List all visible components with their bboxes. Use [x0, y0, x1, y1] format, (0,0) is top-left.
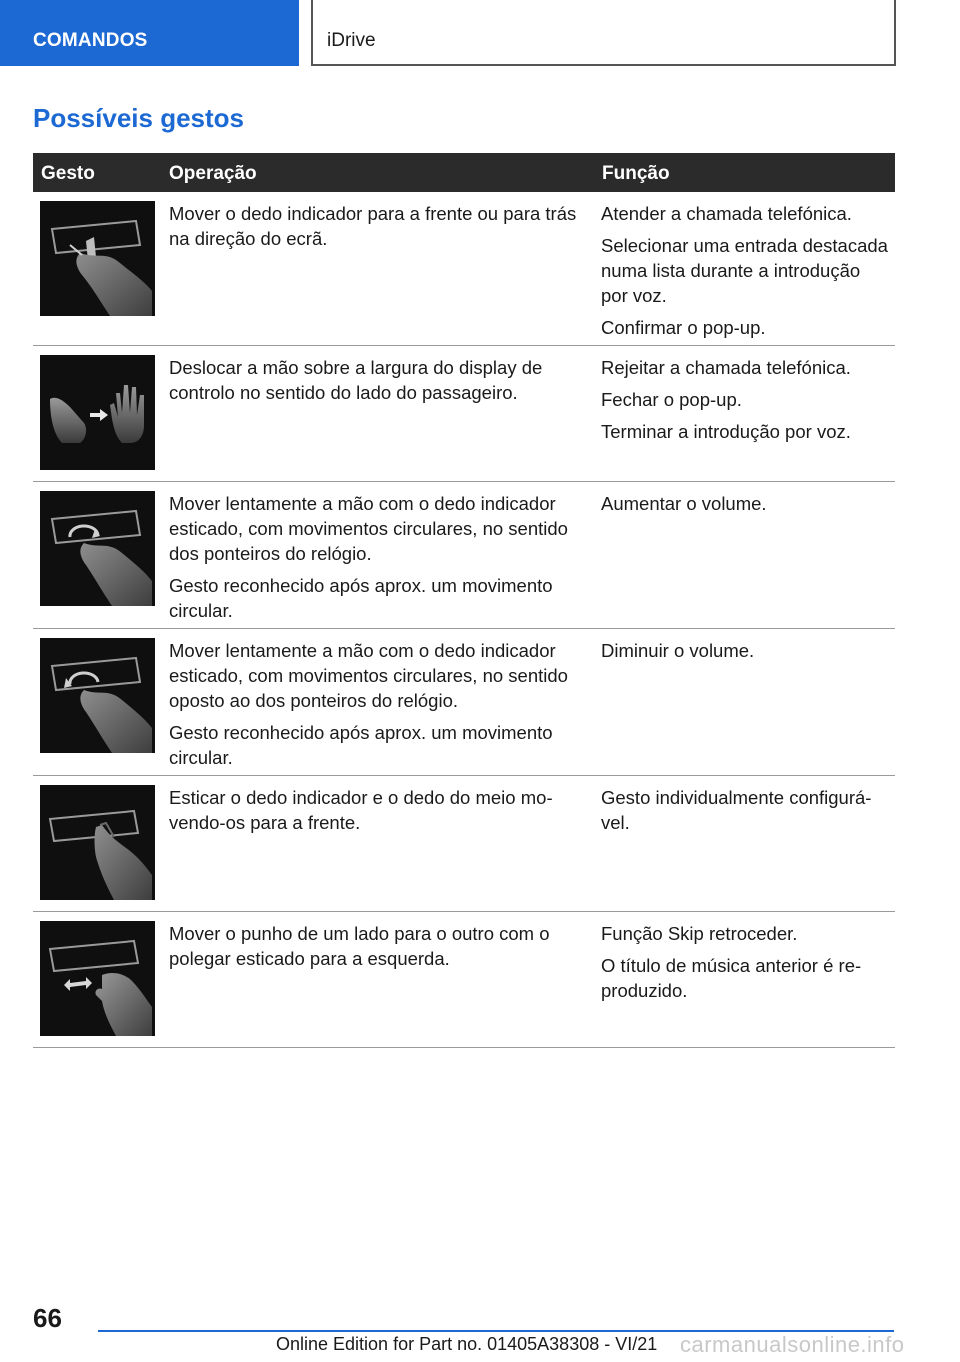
operation-cell [169, 491, 589, 630]
operation-cell [169, 785, 589, 842]
finger-circle-clockwise-icon [40, 491, 155, 606]
table-row [33, 912, 895, 1048]
section-tab [0, 0, 299, 66]
operation-text: Mover lentamente a mão com o dedo indicador esticado, com movimentos circulares, no sentido oposto ao dos ponteiros do relógio. [169, 640, 568, 711]
table-row [33, 482, 895, 629]
function-cell [601, 491, 891, 523]
function-cell [601, 785, 891, 842]
operation-text: Mover o punho de um lado para o outro com o polegar esticado para a esquerda. [169, 923, 550, 969]
column-header-operation: Operação [169, 163, 257, 184]
function-text: Gesto individualmente configurável. [601, 787, 872, 833]
column-header-gesture: Gesto [41, 163, 95, 184]
operation-text: Mover lentamente a mão com o dedo indicador esticado, com movimentos circulares, no sentido dos ponteiros do relógio. [169, 493, 568, 564]
function-cell [601, 201, 891, 347]
function-text: Diminuir o volume. [601, 640, 755, 661]
fist-thumb-swipe-icon [40, 921, 155, 1036]
column-header-function: Função [602, 163, 670, 184]
function-cell [601, 921, 891, 1010]
finger-circle-counterclockwise-icon [40, 638, 155, 753]
function-text: Fechar o pop-up. [601, 389, 742, 410]
function-cell [601, 355, 891, 451]
function-text: Rejeitar a chamada telefónica. [601, 357, 851, 378]
function-text: Selecionar uma entrada destacada numa lista durante a introdução por voz. [601, 235, 888, 306]
edition-note: Online Edition for Part no. 01405A38308 - VI/21 [276, 1334, 658, 1354]
table-row [33, 629, 895, 776]
page-number: 66 [33, 1303, 62, 1333]
operation-text: Deslocar a mão sobre a largura do display de controlo no sentido do lado do passageiro. [169, 357, 543, 403]
operation-cell [169, 355, 589, 412]
function-text: Aumentar o volume. [601, 493, 767, 514]
chapter-title: iDrive [327, 30, 376, 51]
two-finger-point-icon [40, 785, 155, 900]
operation-text: Gesto reconhecido após aprox. um movimento circular. [169, 722, 553, 768]
table-row [33, 192, 895, 346]
function-text: Confirmar o pop-up. [601, 317, 766, 338]
function-text: O título de música anterior é reproduzido. [601, 955, 862, 1001]
chapter-tab [311, 0, 896, 66]
gestures-table [33, 153, 895, 1048]
table-row [33, 776, 895, 912]
operation-cell [169, 201, 589, 258]
function-text: Terminar a introdução por voz. [601, 421, 851, 442]
operation-text: Gesto reconhecido após aprox. um movimento circular. [169, 575, 553, 621]
function-text: Atender a chamada telefónica. [601, 203, 852, 224]
watermark: carmanualsonline.info [680, 1332, 905, 1357]
page-title: Possíveis gestos [33, 103, 244, 133]
operation-text: Esticar o dedo indicador e o dedo do meio movendo-os para a frente. [169, 787, 553, 833]
operation-cell [169, 638, 589, 777]
operation-text: Mover o dedo indicador para a frente ou para trás na direção do ecrã. [169, 203, 577, 249]
function-cell [601, 638, 891, 670]
function-text: Função Skip retroceder. [601, 923, 798, 944]
hand-swipe-icon [40, 355, 155, 470]
table-row [33, 346, 895, 482]
finger-tap-forward-icon [40, 201, 155, 316]
section-title: COMANDOS [33, 30, 148, 51]
operation-cell [169, 921, 589, 978]
table-header [33, 153, 895, 192]
